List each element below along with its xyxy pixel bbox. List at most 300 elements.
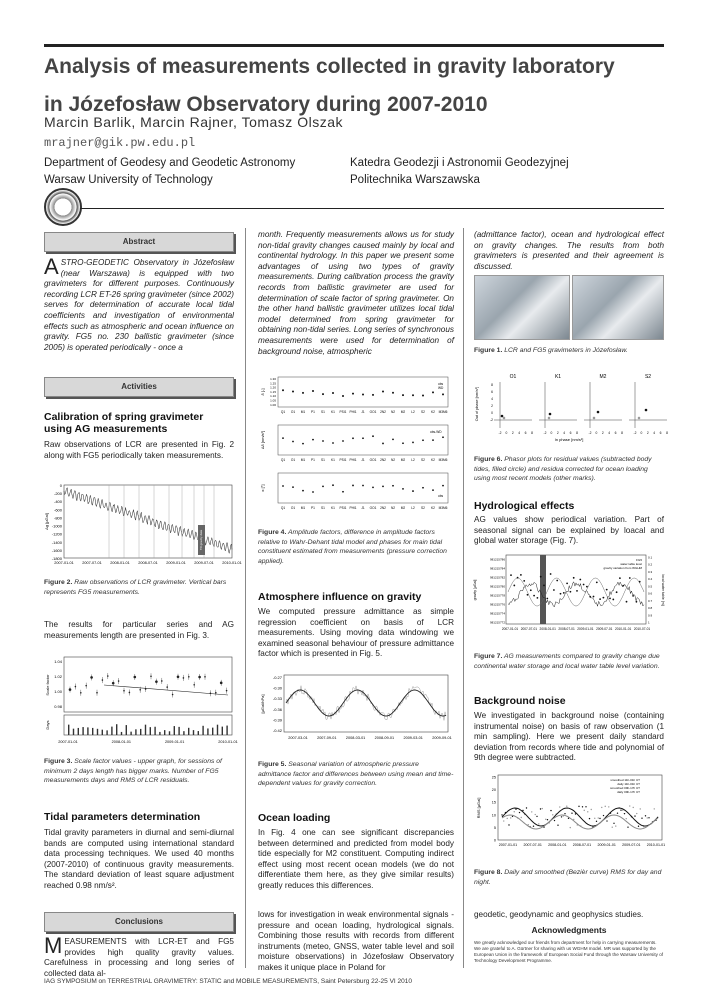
category-label: M3M6	[438, 458, 448, 462]
figure-7-caption	[474, 652, 664, 671]
category-label: OO1	[369, 506, 377, 510]
y-tick-label: 981215782	[489, 575, 505, 580]
y2-tick-label: 0.6	[648, 591, 653, 596]
fig6-cap-text: Phasor plots for residual values (subtracted body tides, filled circle) and residua corrected for ocean loading using most recent models (other marks).	[474, 456, 652, 482]
y-tick-label: -400	[53, 499, 62, 505]
figure-7-hydrology-chart	[474, 552, 664, 642]
raw-admittance-line	[286, 686, 446, 721]
category-label: K1	[331, 458, 335, 462]
y-tick-label: 4	[491, 397, 493, 401]
phase-point	[362, 485, 364, 487]
phase-point	[372, 486, 374, 488]
fg5-point	[523, 580, 525, 582]
difference-point	[442, 436, 444, 438]
fg5-point	[629, 577, 631, 579]
daily-rms-point	[564, 813, 565, 814]
daily-rms-point	[550, 810, 551, 811]
category-label: PHI1	[349, 506, 357, 510]
daily-rms-point	[608, 806, 609, 807]
difference-point	[432, 439, 434, 441]
days-bar	[140, 729, 141, 735]
x-tick-label: 8	[531, 431, 533, 435]
category-label: M3M6	[438, 410, 448, 414]
x-tick-label: 2010-01-01	[222, 561, 242, 565]
intro-end-text: (admittance factor), ocean and hydrological effect on gravity changes. The results from both gravimeters is presented and their agreement is discussed.	[474, 230, 664, 271]
y-tick-label: 0	[491, 411, 493, 415]
category-label: N2	[390, 458, 396, 462]
days-bar	[78, 728, 79, 735]
fg5-point	[606, 589, 608, 591]
scale-factor-point	[172, 694, 174, 696]
amplitude-point	[342, 395, 344, 397]
panel-ylabel: Δδ [nm/s²]	[260, 430, 265, 450]
fg5-gravimeter-photo	[572, 275, 664, 340]
aff-pl-line2: Politechnika Warszawska	[350, 174, 480, 186]
x-tick-label: 2008-09-01	[374, 736, 395, 740]
x-tick-label: 0	[640, 431, 643, 435]
fig6-label: Figure 6.	[474, 456, 503, 463]
x-tick-label: 2010-01-01	[218, 740, 238, 744]
x-tick-label: 8	[666, 431, 668, 435]
difference-point	[342, 440, 344, 442]
intro-continued-text: month. Frequently measurements allows us for study non-tidal gravity changes caused mainly by local and continental hydrology. In this paper we present some advantages of using two types of gravity measurements. During calibration process the gravity records from ballistic gravimeter are used for determination of scale factor of spring gravimeter. On the other hand ballistic gravimeter utilizes local tidal model determined from spring gravimeter for obtaining non-tidal series. Long series of synchronous measurements were used for determination of background noise, atmospheric	[258, 230, 454, 356]
title-line-1: Analysis of measurements collected in gravity laboratory	[44, 55, 615, 78]
heading-hydro: Hydrological effects	[474, 500, 575, 512]
figure-6-phasor-chart	[474, 372, 668, 442]
scale-factor-point	[123, 690, 125, 692]
days-bar	[87, 727, 88, 735]
category-label: PSI1	[339, 506, 347, 510]
difference-point	[382, 443, 384, 445]
category-label: O1	[290, 506, 296, 510]
fg5-point	[530, 589, 532, 591]
amplitude-point	[432, 391, 434, 393]
amplitude-point	[422, 394, 424, 396]
y2-tick-label: 0.9	[648, 613, 653, 618]
days-bar	[121, 732, 122, 735]
days-bar	[135, 729, 136, 735]
fig1-label: Figure 1.	[474, 347, 503, 354]
lower-plot-frame	[64, 715, 232, 735]
days-bar	[126, 725, 127, 735]
x-tick-label: 2009-09-01	[432, 736, 452, 740]
scale-factor-point	[107, 675, 109, 677]
daily-rms-point	[613, 823, 614, 824]
days-bar	[198, 731, 199, 735]
days-bar	[222, 727, 223, 735]
amplitude-point	[412, 394, 414, 396]
y-tick-label: -0.39	[272, 717, 282, 723]
x-tick-label: 2007-07-01	[523, 843, 542, 847]
x-tick-label: 2007-07-01	[82, 561, 102, 565]
y2-tick-label: 0.2	[648, 562, 653, 567]
section-header-conclusions: Conclusions	[44, 912, 234, 932]
category-label: K2	[431, 410, 435, 414]
dropcap: A	[44, 254, 59, 279]
days-bar	[73, 729, 74, 735]
x-tick-label: 2008-01-01	[539, 627, 556, 631]
x-tick-label: 0	[550, 431, 553, 435]
y2-axis-label: local water table [m]	[661, 574, 665, 606]
x-tick-label: 2008-07-01	[572, 843, 592, 847]
fg5-point	[603, 597, 605, 599]
daily-rms-point	[510, 817, 511, 818]
days-bar	[68, 725, 69, 735]
category-label: 2N2	[380, 506, 386, 510]
legend-entry: FG5	[636, 558, 642, 562]
y-tick-label: 6	[491, 390, 493, 394]
category-label: O1	[290, 410, 296, 414]
amplitude-point	[322, 393, 324, 395]
y-axis-label: Δg [µGal]	[44, 513, 49, 530]
figure-1-caption	[474, 346, 664, 356]
amplitude-point	[402, 394, 404, 396]
phase-point	[312, 491, 314, 493]
scale-factor-point	[161, 680, 163, 682]
x-tick-label: 2007-03-01	[288, 736, 308, 740]
phase-point	[282, 485, 284, 487]
category-label: S1	[321, 506, 325, 510]
y-tick-label: -600	[53, 507, 62, 513]
days-bar	[202, 726, 203, 735]
legend-top-1: obs	[438, 382, 444, 386]
days-bar	[102, 730, 103, 735]
fig4-cap-text: Amplitude factors, difference in amplitude factors relative to Wahr-Dehant tidal model and phases for main tidal constituent estimated from measurements (pressure correction applied).	[258, 529, 447, 565]
x-tick-label: 2009-07-01	[194, 561, 214, 565]
legend-entry: gravity variation from WGHM	[603, 566, 642, 570]
legend-bottom: obs	[438, 494, 444, 498]
legend-entry: smoothed 11h-01h UT	[610, 778, 640, 782]
scale-factor-point	[85, 685, 87, 687]
figure-3-caption	[44, 757, 234, 786]
acknowledgments-text: We greatly acknowledged our friends from department for help in carrying measurements. We are grateful to A. Gürtner for sharing with us WGHM model. MR was supported by the European Union in the framework of European Social Fund through the Warsaw University of Technology Development Programme.	[474, 940, 664, 963]
y-axis-label: gravity [µGal]	[473, 579, 477, 601]
y-tick-label: -0.42	[272, 728, 282, 733]
panel-ylabel: δ [-]	[260, 388, 265, 396]
legend-entry: smoothed 09h-17h UT	[610, 786, 640, 790]
legend-mid: obs-WD	[430, 430, 442, 434]
x-tick-label: 2	[646, 431, 649, 435]
daily-rms-point	[570, 827, 571, 828]
fg5-point	[553, 589, 555, 591]
x-tick-label: 2009-07-01	[622, 843, 641, 847]
residual-point	[645, 409, 648, 412]
daily-rms-point	[626, 818, 627, 819]
x-tick-label: 2009-01-01	[164, 740, 185, 744]
dropcap: M	[44, 933, 63, 958]
days-bar	[106, 730, 107, 735]
fig1-cap-text: LCR and FG5 gravimeters in Józefosław.	[504, 347, 628, 354]
daily-rms-point	[598, 817, 599, 818]
y-tick-label: 15	[491, 800, 496, 805]
noise-text: We investigated in background noise (containing instrumental noise) on basis of raw observation (1 min sampling). Here we present daily standard deviation from records where tide and polynomial of 9th degree were subtracted.	[474, 711, 664, 763]
fg5-point	[576, 590, 578, 592]
category-label: N2	[390, 410, 396, 414]
phase-point	[342, 491, 344, 493]
fg5-point	[616, 591, 618, 593]
residual-point	[549, 413, 552, 416]
category-label: OO1	[369, 458, 377, 462]
category-label: K1	[331, 410, 335, 414]
y-tick-label: 0.98	[54, 704, 62, 709]
days-bar	[164, 730, 165, 735]
daily-rms-point	[636, 813, 637, 814]
y2-tick-label: 0.8	[648, 606, 653, 611]
y-tick-label: -0.30	[272, 685, 282, 691]
days-bar	[188, 728, 189, 735]
y-tick-label: 981215776	[489, 602, 505, 607]
fg5-point	[556, 580, 558, 582]
panel-ylabel: κ [°]	[260, 484, 265, 492]
x-axis-label: In phase [nm/s²]	[554, 437, 584, 442]
plot-frame	[64, 485, 232, 558]
heading-atmosphere: Atmosphere influence on gravity	[258, 591, 422, 603]
scale-factor-point	[139, 689, 141, 691]
fig5-cap-text: Seasonal variation of atmospheric pressure admittance factor and differences between using mean and time-dependent values for gravity correction.	[258, 761, 454, 787]
days-bar	[217, 725, 218, 735]
x-tick-label: 2008-07-01	[558, 627, 575, 631]
category-label: P1	[311, 506, 315, 510]
figure-4-caption	[258, 528, 454, 566]
y-tick-label: 981215780	[489, 584, 505, 589]
column-divider	[245, 228, 246, 968]
fg5-point	[609, 597, 611, 599]
phase-point	[432, 489, 434, 491]
fg5-point	[612, 599, 614, 601]
fg5-point	[632, 595, 634, 597]
days-bar	[178, 727, 179, 735]
fg5-point	[546, 598, 548, 600]
heading-tidal: Tidal parameters determination	[44, 811, 201, 823]
wghm-line	[508, 578, 644, 606]
category-label: P1	[311, 410, 315, 414]
category-label: O1	[290, 458, 296, 462]
y-tick-label: -0.33	[272, 696, 282, 702]
calibration-text: Raw observations of LCR are presented in Fig. 2 along with FG5 periodically taken measurements.	[44, 440, 234, 460]
daily-rms-point	[617, 813, 618, 814]
x-tick-label: -2	[588, 431, 592, 435]
category-label: OO1	[369, 410, 377, 414]
daily-rms-point	[582, 806, 583, 807]
email: mrajner@gik.pw.edu.pl	[44, 136, 196, 150]
daily-rms-point	[545, 819, 546, 820]
fg5-point	[520, 574, 522, 576]
scale-factor-point	[69, 688, 72, 691]
y-tick-label: 0	[59, 483, 62, 488]
daily-rms-point	[557, 825, 558, 826]
x-tick-label: 4	[518, 431, 521, 435]
phase-point	[412, 490, 414, 492]
y2-tick-label: 0.3	[648, 569, 653, 574]
scale-factor-point	[80, 692, 82, 694]
header-rule	[80, 208, 664, 209]
phase-point	[402, 488, 404, 490]
y-tick-label: -1600	[51, 547, 62, 553]
y-axis-label-2: Days	[45, 720, 50, 730]
daily-rms-point	[559, 806, 560, 807]
fg5-point	[639, 581, 641, 583]
fig4-label: Figure 4.	[258, 529, 287, 536]
y-tick-label: 0	[493, 838, 496, 843]
aff-pl-line1: Katedra Geodezji i Astronomii Geodezyjnej	[350, 157, 569, 169]
days-bar	[169, 731, 170, 735]
x-tick-label: 8	[576, 431, 578, 435]
residual-point	[501, 415, 504, 418]
abstract-body: STRO-GEODETIC Observatory in Józefosław (near Warszawa) is equipped with two gravimeters for different purposes. Continuously recording LCR ET-26 spring gravimeter (since 2002) serves for determination of accurate local tidal coefficients and investigation of environmental effects such as atmospheric and ocean influence on gravity. FG5 no. 230 ballistic gravimeter (since 2005) is operated periodically - once a	[44, 258, 234, 352]
days-bar	[193, 730, 194, 735]
annotation: TD gravity data	[199, 529, 203, 551]
daily-rms-point	[587, 811, 588, 812]
x-tick-label: 2009-07-01	[596, 627, 613, 631]
daily-rms-point	[605, 806, 606, 807]
fig8-label: Figure 8.	[474, 869, 503, 876]
fg5-point	[579, 579, 581, 581]
fg5-point	[589, 596, 591, 598]
fg5-point	[550, 573, 552, 575]
x-tick-label: 0	[505, 431, 508, 435]
x-tick-label: 6	[614, 431, 617, 435]
fg5-point	[636, 601, 638, 603]
category-label: S1	[321, 410, 325, 414]
scale-factor-point	[102, 679, 104, 681]
daily-rms-point	[596, 821, 597, 822]
daily-rms-point	[535, 814, 536, 815]
daily-rms-point	[508, 824, 509, 825]
legend-entry: daily 09h-17h UT	[617, 790, 640, 794]
daily-rms-point	[578, 806, 579, 807]
figure-6-caption	[474, 455, 664, 484]
days-bar	[116, 724, 117, 735]
daily-rms-point	[641, 818, 642, 819]
category-label: J1	[361, 458, 365, 462]
corrected-point	[638, 417, 640, 419]
category-label: S1	[321, 458, 325, 462]
amplitude-point	[382, 391, 384, 393]
fig3-cap-text: Scale factor values - upper graph, for sessions of minimum 2 days length has bigger marks. Number of FG5 measurements days and RMS of LCR residuals.	[44, 758, 222, 784]
daily-rms-point	[503, 820, 504, 821]
y-tick-label: 981215786	[489, 557, 505, 562]
difference-point	[312, 439, 314, 441]
panel-title: O1	[509, 374, 517, 380]
daily-rms-point	[584, 810, 585, 811]
daily-rms-point	[620, 809, 621, 810]
conclusions-body: EASUREMENTS with LCR-ET and FG5 provides high quality gravity values. Carefulness in processing and long series of collected data al-	[44, 937, 234, 978]
scale-factor-point	[215, 692, 217, 694]
x-tick-label: 2	[601, 431, 604, 435]
category-label: M2	[400, 506, 406, 510]
conclusions-end: geodetic, geodynamic and geophysics studies.	[474, 910, 644, 919]
phase-point	[392, 485, 394, 487]
fg5-point	[626, 601, 628, 603]
difference-point	[282, 437, 284, 439]
daily-rms-point	[533, 826, 534, 827]
smoothed-admittance-line	[286, 690, 446, 716]
days-bar	[97, 729, 98, 735]
category-label: M2	[400, 458, 406, 462]
ocean-text: In Fig. 4 one can see significant discrepancies between determined and predicted from model body tide especially for M2 constituent. Computing indirect effect using most recent ocean models (we do not differentiate them here, as they give similar results) greatly reduces this differences.	[258, 828, 454, 890]
aff-en-line1: Department of Geodesy and Geodetic Astronomy	[44, 157, 296, 169]
x-tick-label: 2007-01-01	[501, 627, 519, 631]
tidal-text: Tidal gravity parameters in diurnal and semi-diurnal bands are computed using international standard data processing techniques. We used 40 months (2007-2010) of continuous gravity measurements. The standard deviation of least square adjustment reached 0.98 nm/s².	[44, 828, 234, 890]
y-tick-label: 8	[491, 383, 493, 387]
category-label: Q1	[280, 410, 286, 414]
x-tick-label: 2007-01-01	[54, 561, 74, 565]
phase-point	[302, 490, 304, 492]
daily-rms-point	[591, 809, 592, 810]
y-tick-label: 1.04	[54, 659, 62, 664]
y-axis-label: RMS [µGal]	[476, 797, 481, 819]
abstract-text	[44, 254, 234, 353]
scale-factor-point	[90, 676, 93, 679]
y-tick-label: 981215778	[489, 593, 505, 598]
daily-rms-point	[561, 816, 562, 817]
amplitude-point	[442, 393, 444, 395]
fg5-point	[583, 584, 585, 586]
corrected-point	[593, 417, 595, 419]
category-label: K1	[331, 506, 335, 510]
y-tick-label: 10	[491, 813, 496, 818]
difference-point	[402, 442, 404, 444]
fg5-point	[540, 576, 542, 578]
scale-factor-point	[226, 690, 228, 692]
daily-rms-point	[571, 812, 572, 813]
fg5-point	[560, 593, 562, 595]
category-label: L2	[411, 506, 415, 510]
y-tick-label: 1.05	[270, 398, 276, 403]
category-label: PSI1	[339, 458, 347, 462]
y-tick-label: -0.36	[272, 706, 282, 712]
category-label: J1	[361, 506, 365, 510]
category-label: PHI1	[349, 410, 357, 414]
daily-rms-point	[552, 814, 553, 815]
days-bar	[174, 726, 175, 735]
difference-point	[352, 437, 354, 439]
daily-rms-point	[585, 806, 586, 807]
daily-rms-point	[633, 807, 634, 808]
university-seal-logo	[44, 188, 82, 226]
column-divider	[463, 228, 464, 968]
x-tick-label: 2	[556, 431, 559, 435]
daily-rms-point	[536, 816, 537, 817]
difference-point	[322, 440, 324, 442]
daily-rms-point	[638, 826, 639, 827]
x-tick-label: 2009-03-01	[403, 736, 423, 740]
hydro-text: AG values show periodical variation. Part of seasonal signal can be explained by loacal and global water storage (Fig. 7).	[474, 515, 664, 546]
fg5-point	[517, 577, 519, 579]
poster-title	[44, 48, 664, 124]
daily-rms-point	[629, 805, 630, 806]
category-label: N2	[390, 506, 396, 510]
x-tick-label: 2007-01-01	[498, 843, 518, 847]
days-bar	[92, 728, 93, 735]
difference-point	[372, 435, 374, 437]
daily-rms-point	[521, 817, 522, 818]
x-tick-label: 2	[511, 431, 514, 435]
y-tick-label: -200	[53, 491, 62, 497]
aff-en-line2: Warsaw University of Technology	[44, 174, 213, 186]
fig7-label: Figure 7.	[474, 653, 503, 660]
days-bar	[226, 726, 227, 735]
y-tick-label: -1000	[51, 523, 62, 529]
fg5-point	[527, 594, 529, 596]
amplitude-point	[362, 393, 364, 395]
difference-point	[292, 441, 294, 443]
legend-top-2: WD	[438, 386, 444, 390]
daily-rms-point	[507, 818, 508, 819]
daily-rms-point	[647, 817, 648, 818]
days-bar	[207, 728, 208, 735]
scale-factor-point	[193, 684, 195, 686]
